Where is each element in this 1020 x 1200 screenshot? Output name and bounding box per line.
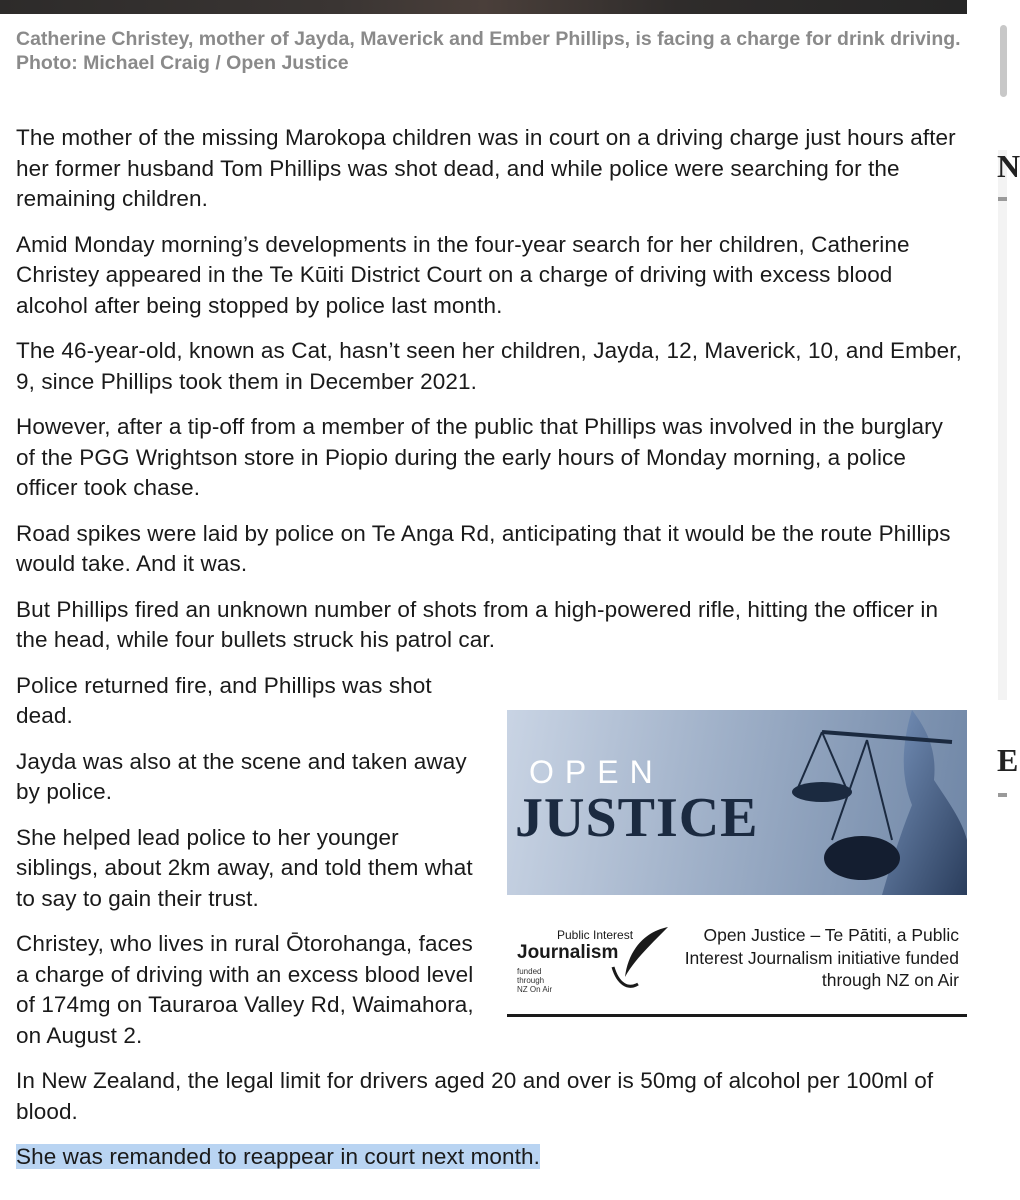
article-paragraph: Christey, who lives in rural Ōtorohanga, faces a charge of driving with an excess blood level of 174mg on Tauraroa Valley Rd, Waimahora, on August 2. <box>16 931 474 1048</box>
article-paragraph: But Phillips fired an unknown number of shots from a high-powered rifle, hitting the officer in the head, while four bullets struck his patrol car. <box>16 596 939 652</box>
sidebar-divider <box>998 197 1007 201</box>
photo-caption: Catherine Christey, mother of Jayda, Maverick and Ember Phillips, is facing a charge for drink driving. Photo: Michael Craig / Open Justice <box>16 28 961 74</box>
article-body <box>16 123 966 1188</box>
pij-logo-title: Journalism <box>517 942 619 963</box>
feather-icon <box>613 922 673 992</box>
article-paragraph: The mother of the missing Marokopa children was in court on a driving charge just hours after her former husband Tom Phillips was shot dead, and while police were searching for the remaining children. <box>16 125 956 211</box>
sidebar-divider <box>998 793 1007 797</box>
scales-of-justice-icon <box>762 710 967 895</box>
article-paragraph: Jayda was also at the scene and taken away by police. <box>16 748 467 804</box>
scrollbar[interactable] <box>1000 25 1007 97</box>
ad-justice-word: JUSTICE <box>515 787 759 849</box>
wrapped-text-column <box>16 671 476 1052</box>
ad-open-word: OPEN <box>529 754 664 790</box>
public-interest-journalism-logo <box>517 922 677 992</box>
sidebar-panel <box>998 150 1007 700</box>
open-justice-ad[interactable] <box>507 710 967 1020</box>
article-paragraph: Amid Monday morning’s developments in the four-year search for her children, Catherine Christey appeared in the Te Kūiti District Court on a charge of driving with excess blood alcohol after being stopped by police last month. <box>16 231 910 318</box>
article-photo <box>0 0 967 14</box>
selected-text[interactable]: She was remanded to reappear in court next month. <box>16 1144 540 1169</box>
article-paragraph: Road spikes were laid by police on Te Anga Rd, anticipating that it would be the route Phillips would take. And it was. <box>16 520 951 576</box>
article-paragraph: The 46-year-old, known as Cat, hasn’t seen her children, Jayda, 12, Maverick, 10, and Ember, 9, since Phillips took them in December 2021. <box>16 338 962 394</box>
ad-description: Open Justice – Te Pātiti, a Public Interest Journalism initiative funded through NZ on Air <box>684 925 959 990</box>
article-paragraph: She helped lead police to her younger siblings, about 2km away, and told them what to say to gain their trust. <box>16 824 473 911</box>
open-justice-banner <box>507 710 967 895</box>
sidebar-heading-1: N <box>997 148 1020 184</box>
article-paragraph: In New Zealand, the legal limit for drivers aged 20 and over is 50mg of alcohol per 100ml of blood. <box>16 1068 934 1124</box>
pij-logo-funded: funded through NZ On Air <box>517 967 553 994</box>
pij-logo-small-text: Public Interest <box>557 928 634 942</box>
article-paragraph: However, after a tip-off from a member of the public that Phillips was involved in the burglary of the PGG Wrightson store in Piopio during the early hours of Monday morning, a police officer took chase. <box>16 414 944 500</box>
ad-divider <box>507 1014 967 1017</box>
sidebar-heading-2: E <box>997 742 1019 778</box>
article-paragraph: Police returned fire, and Phillips was shot dead. <box>16 672 432 728</box>
article-paragraph-last <box>16 1142 966 1173</box>
